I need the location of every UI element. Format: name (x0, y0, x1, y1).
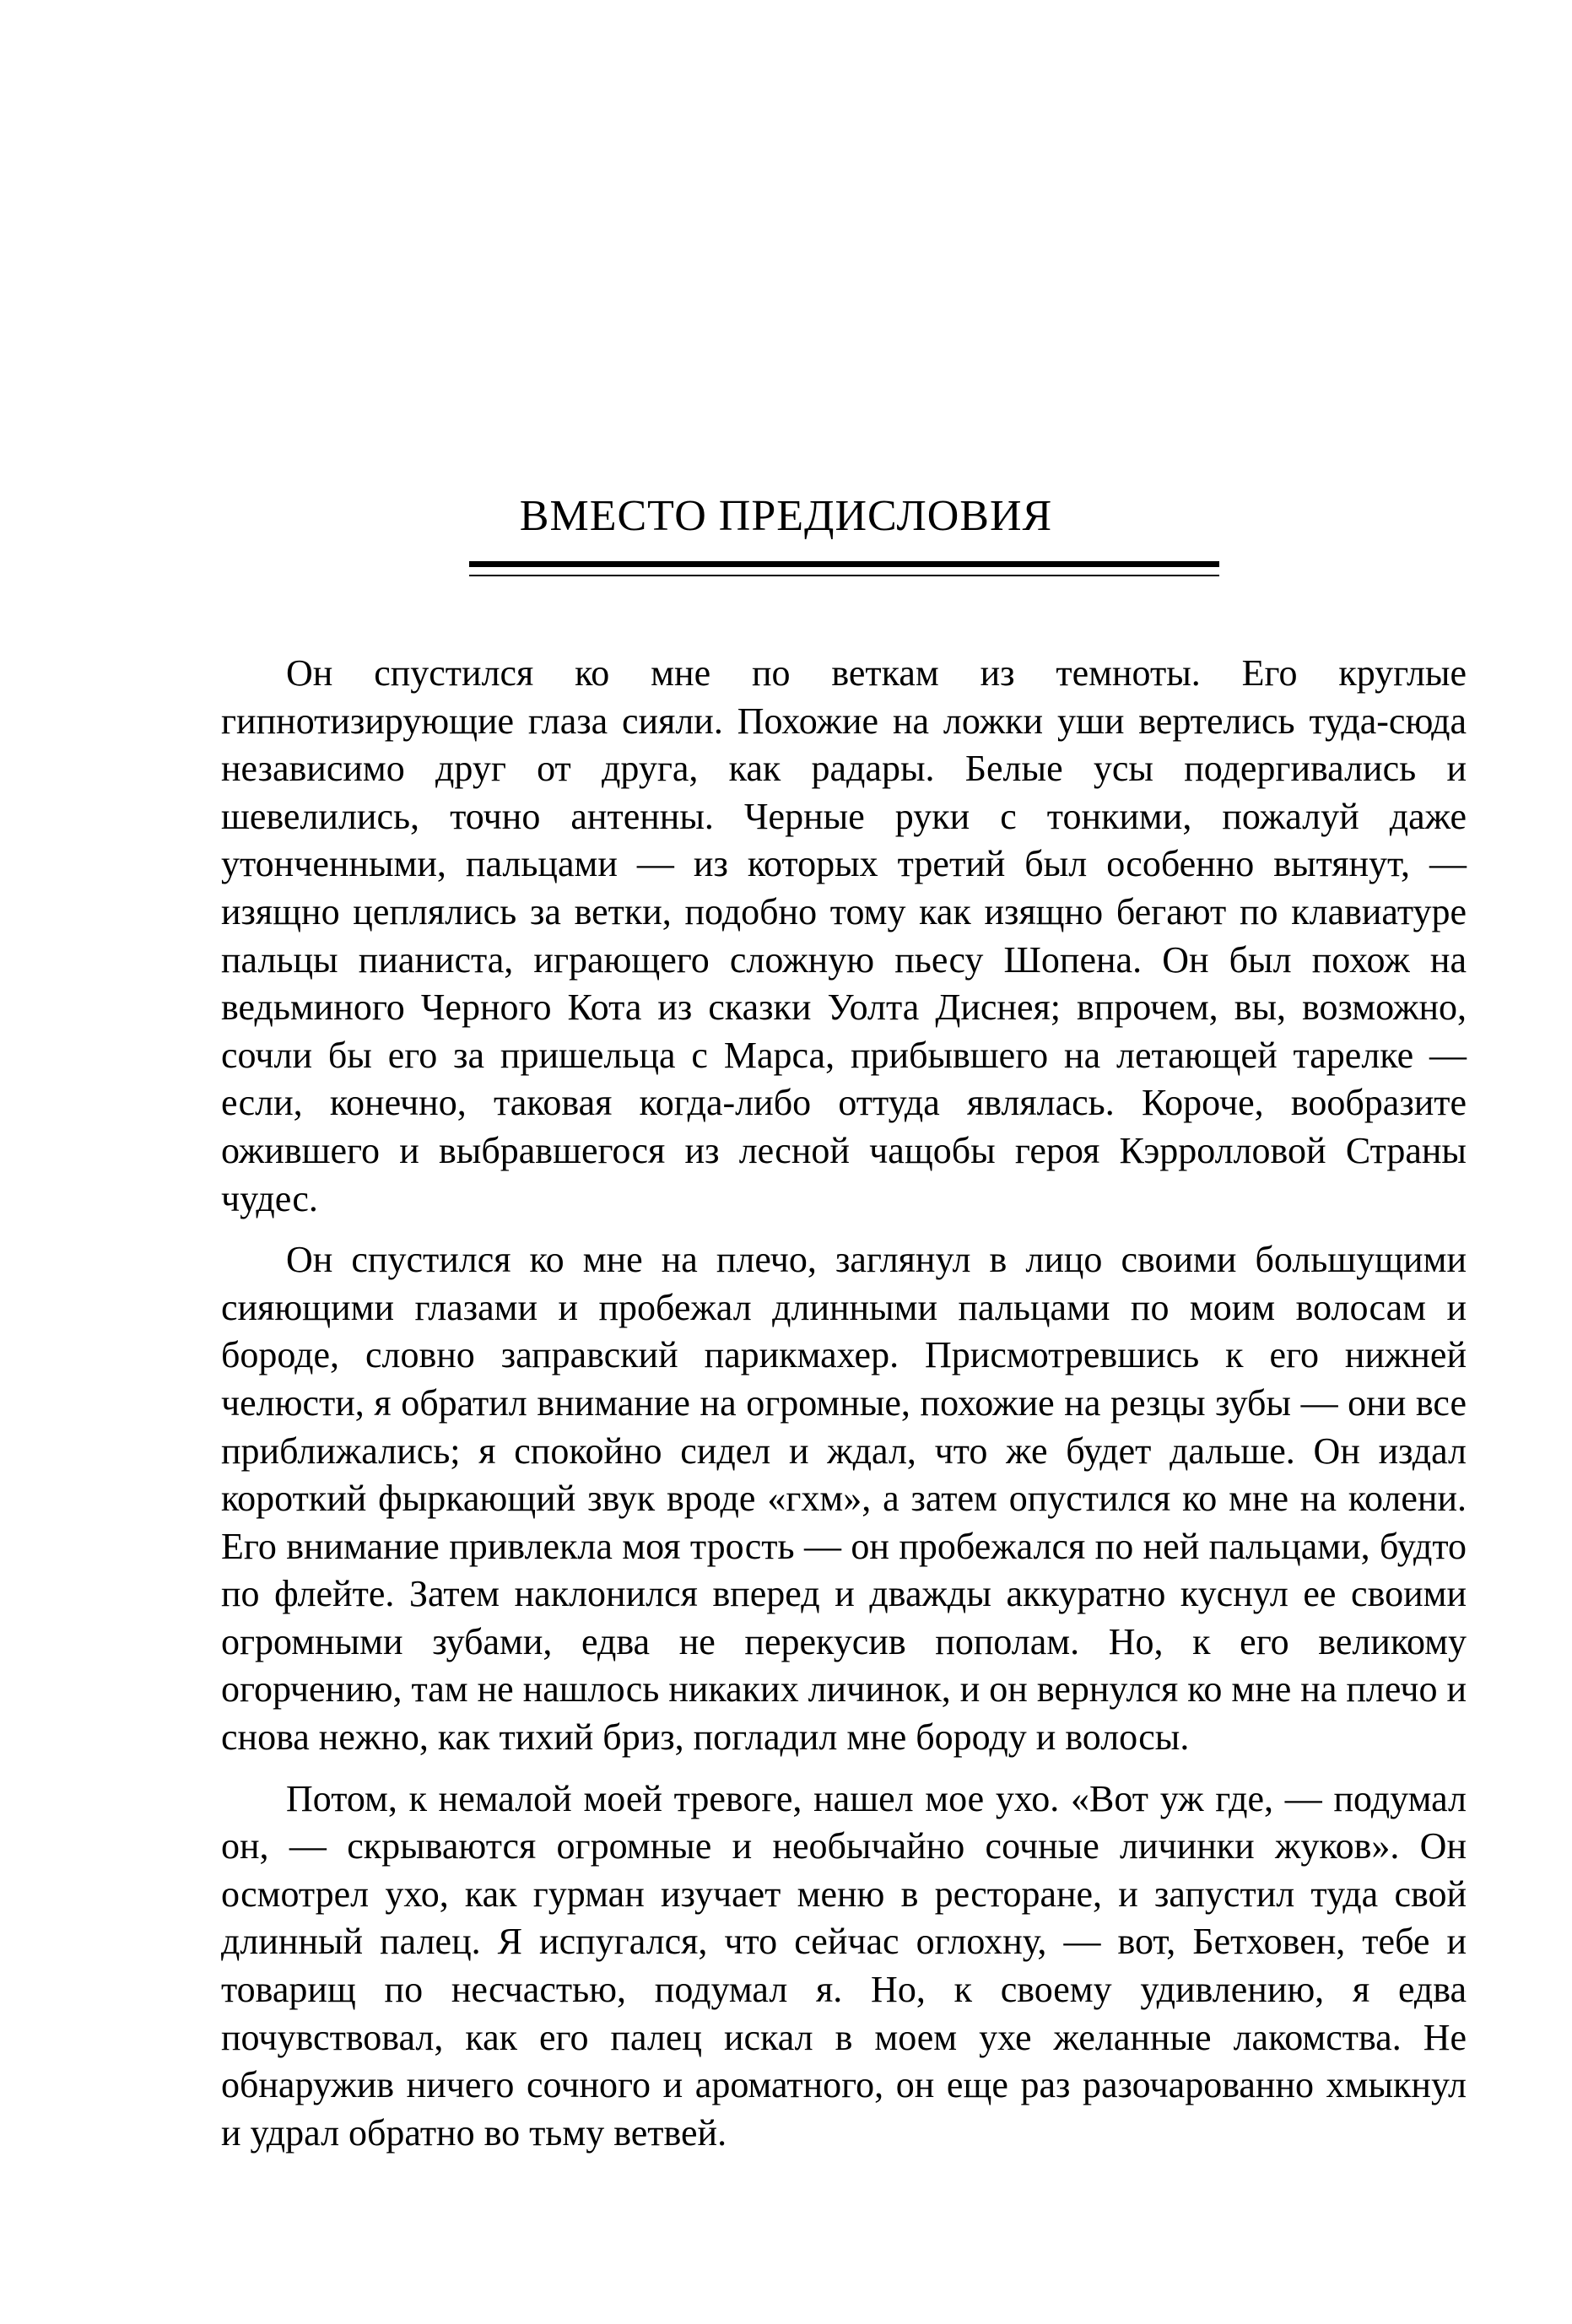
title-rule-thick (469, 561, 1219, 567)
paragraph-3: Потом, к немалой моей тревоге, нашел мое ухо. «Вот уж где, — подумал он, — скрываются огромные и необычайно сочные личинки жуков». Он осмотрел ухо, как гурман изучает меню в ресторане, и запустил туда свой длинный палец. Я испугался, что сейчас оглохну, — вот, Бетховен, тебе и товарищ по несчастью, подумал я. Но, к своему удивлению, я едва почувствовал, как его палец искал в моем ухе желанные лакомства. Не обнаружив ничего сочного и ароматного, он еще раз разочарованно хмыкнул и удрал обратно во тьму ветвей. (221, 1777, 1467, 2154)
title-rule-thin (469, 575, 1219, 576)
paragraph-1: Он спустился ко мне по веткам из темноты. Его круглые гипнотизирующие глаза сияли. Похожие на ложки уши вертелись туда-сюда независимо друг от друга, как радары. Белые усы подергивались и шевелились, точно антенны. Черные руки с тонкими, пожалуй даже утонченными, пальцами — из которых третий был особенно вытянут, — изящно цеплялись за ветки, подобно тому как изящно бегают по клавиатуре пальцы пианиста, играющего сложную пьесу Шопена. Он был похож на ведьминого Черного Кота из сказки Уолта Диснея; впрочем, вы, возможно, сочли бы его за пришельца с Марса, прибывшего на летающей тарелке — если, конечно, таковая когда-либо оттуда являлась. Короче, вообразите ожившего и выбравшегося из лесной чащобы героя Кэрролловой Страны чудес. (221, 652, 1467, 1219)
paragraph-2: Он спустился ко мне на плечо, заглянул в лицо своими большущими сияющими глазами и пробежал длинными пальцами по моим волосам и бороде, словно заправский парикмахер. Присмотревшись к его нижней челюсти, я обратил внимание на огромные, похожие на резцы зубы — они все приближались; я спокойно сидел и ждал, что же будет дальше. Он издал короткий фыркающий звук вроде «гхм», а затем опустился ко мне на колени. Его внимание привлекла моя трость — он пробежался по ней пальцами, будто по флейте. Затем наклонился вперед и дважды аккуратно куснул ее своими огромными зубами, едва не перекусив пополам. Но, к его великому огорчению, там не нашлось никаких личинок, и он вернулся ко мне на плечо и снова нежно, как тихий бриз, погладил мне бороду и волосы. (221, 1239, 1467, 1759)
body-text (221, 650, 1467, 2170)
chapter-title: ВМЕСТО ПРЕДИСЛОВИЯ (519, 492, 1053, 540)
